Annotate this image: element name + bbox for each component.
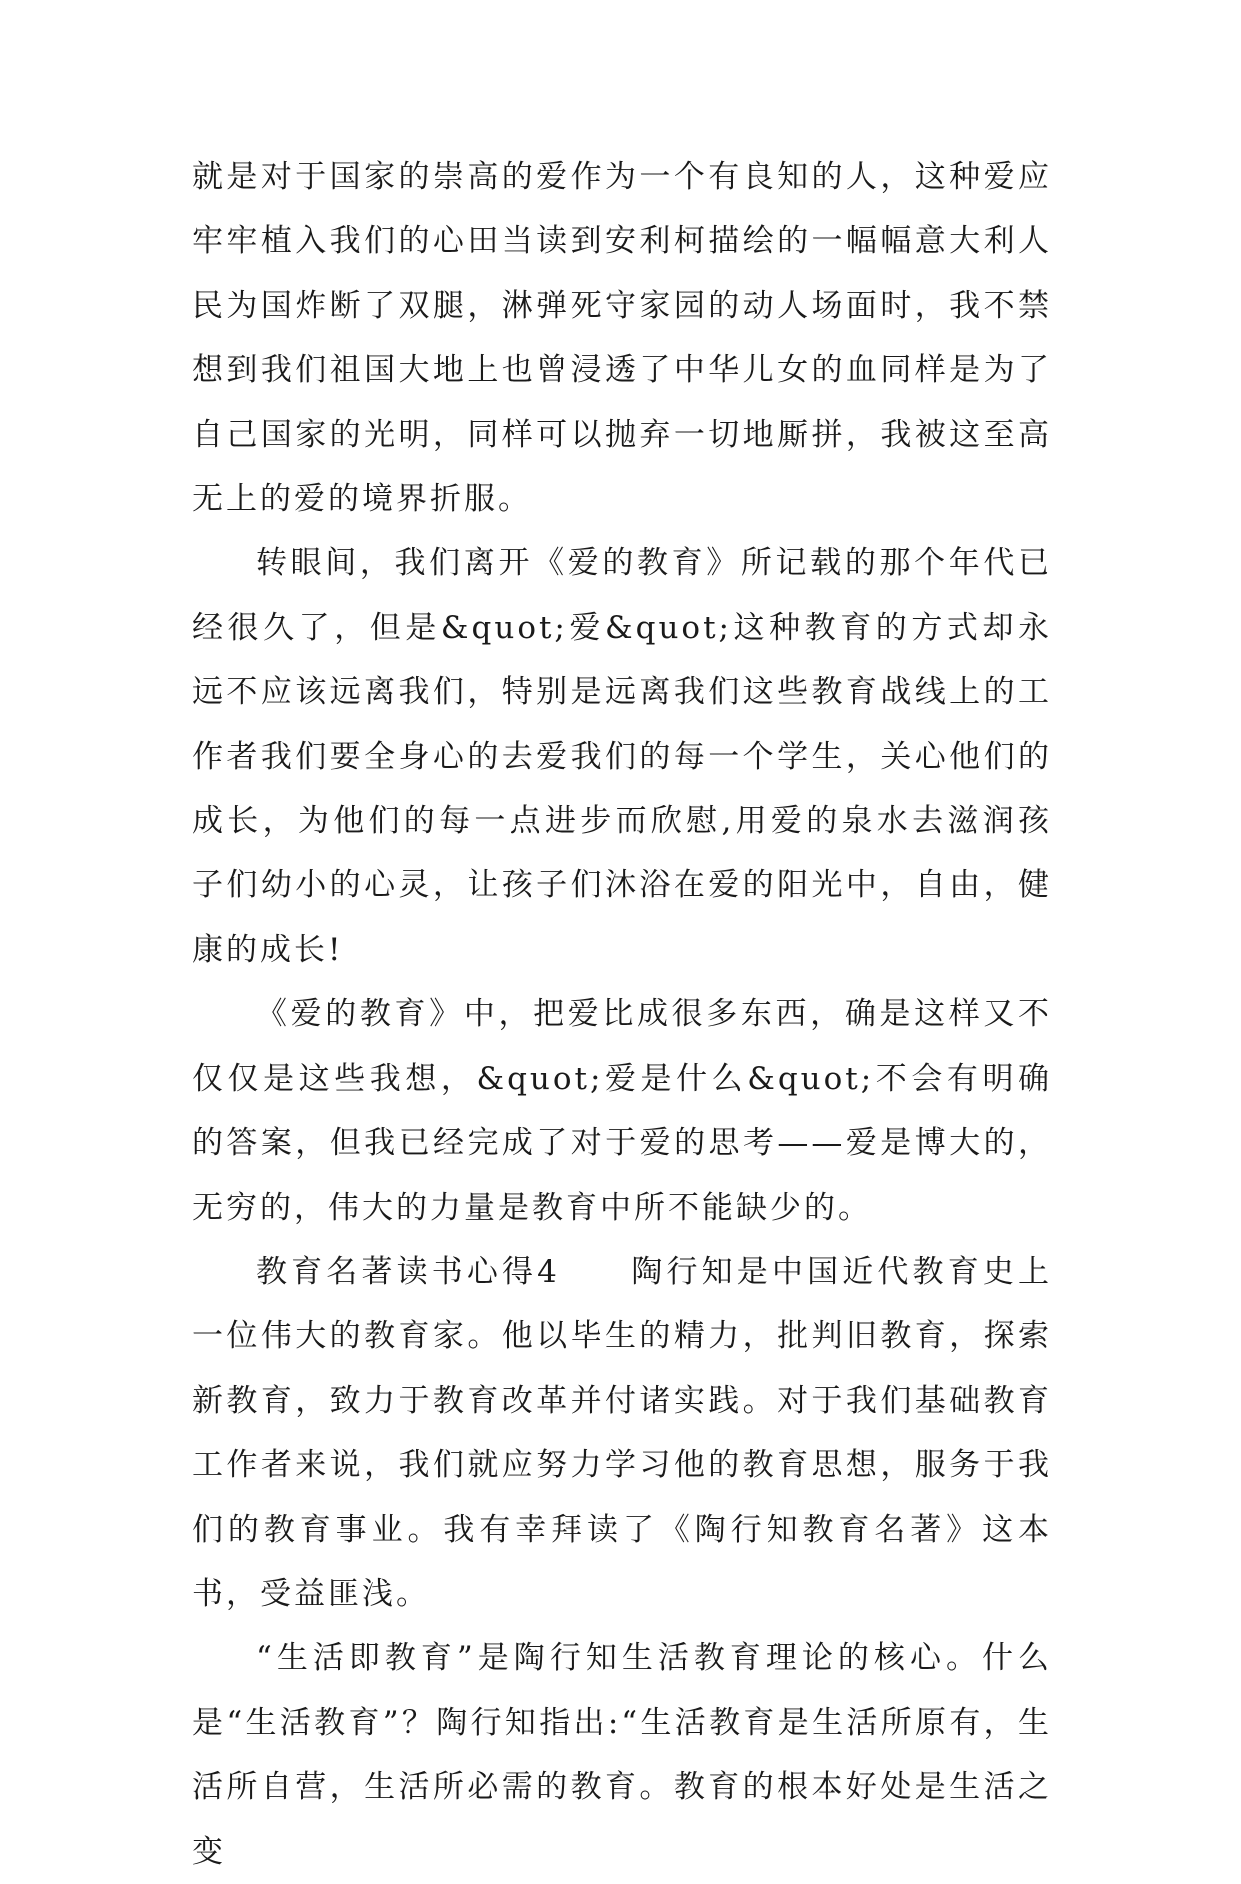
document-body: [192, 145, 1052, 1884]
paragraph-1: 就是对于国家的崇高的爱作为一个有良知的人，这种爱应牢牢植入我们的心田当读到安利柯描绘的一幅幅意大利人民为国炸断了双腿，淋弹死守家园的动人场面时，我不禁想到我们祖国大地上也曾浸透了中华儿女的血同样是为了自己国家的光明，同样可以抛弃一切地厮拼，我被这至高无上的爱的境界折服。: [192, 159, 1052, 518]
paragraph-2: 转眼间，我们离开《爱的教育》所记载的那个年代已经很久了，但是&quot;爱&quot;这种教育的方式却永远不应该远离我们，特别是远离我们这些教育战线上的工作者我们要全身心的去爱我们的每一个学生，关心他们的成长，为他们的每一点进步而欣慰,用爱的泉水去滋润孩子们幼小的心灵，让孩子们沐浴在爱的阳光中，自由，健康的成长!: [192, 545, 1052, 968]
paragraph-4: 教育名著读书心得4 陶行知是中国近代教育史上一位伟大的教育家。他以毕生的精力，批判旧教育，探索新教育，致力于教育改革并付诸实践。对于我们基础教育工作者来说，我们就应努力学习他的教育思想，服务于我们的教育事业。我有幸拜读了《陶行知教育名著》这本书，受益匪浅。: [192, 1253, 1052, 1612]
paragraph-5: “生活即教育”是陶行知生活教育理论的核心。什么是“生活教育”？陶行知指出:“生活教育是生活所原有，生活所自营，生活所必需的教育。教育的根本好处是生活之变: [192, 1640, 1052, 1870]
paragraph-3: 《爱的教育》中，把爱比成很多东西，确是这样又不仅仅是这些我想，&quot;爱是什么&quot;不会有明确的答案，但我已经完成了对于爱的思考——爱是博大的，无穷的，伟大的力量是教育中所不能缺少的。: [192, 996, 1052, 1226]
